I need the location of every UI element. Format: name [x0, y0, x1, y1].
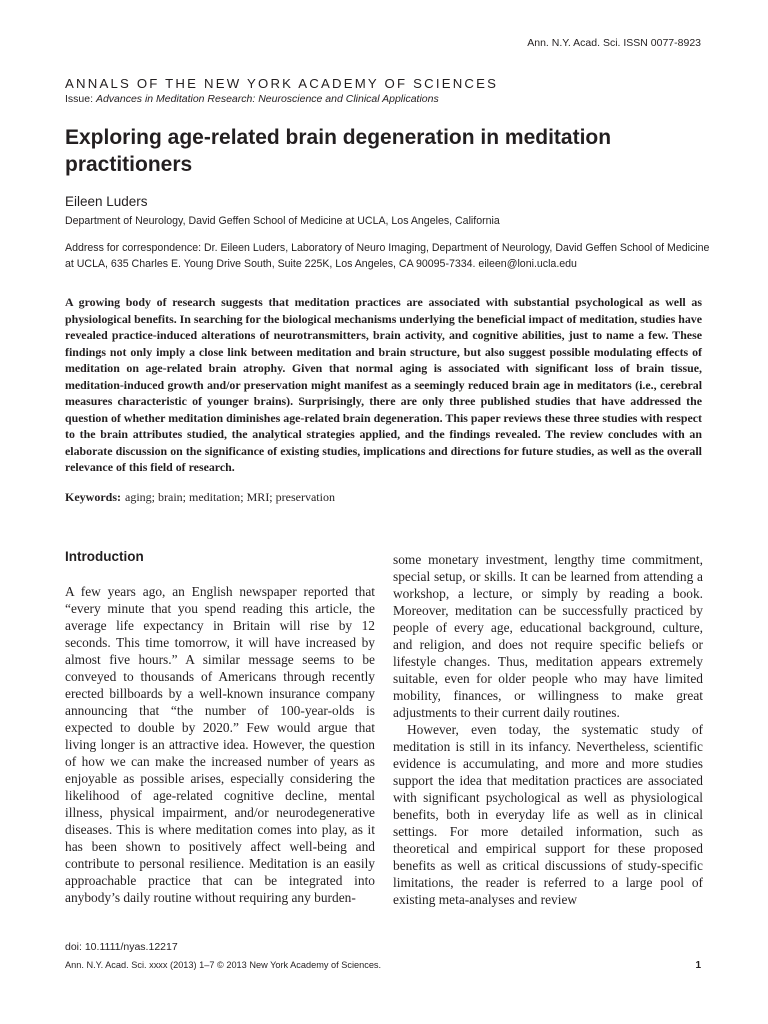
doi-line: doi: 10.1111/nyas.12217	[65, 941, 178, 953]
author-name: Eileen Luders	[65, 194, 148, 209]
issn-line: Ann. N.Y. Acad. Sci. ISSN 0077-8923	[527, 37, 701, 49]
citation-line: Ann. N.Y. Acad. Sci. xxxx (2013) 1–7 © 2013 New York Academy of Sciences.	[65, 960, 382, 970]
journal-name: ANNALS OF THE NEW YORK ACADEMY OF SCIENCES	[65, 76, 499, 91]
body-paragraph: some monetary investment, lengthy time commitment, special setup, or skills. It can be learned from attending a workshop, a lecture, or simply by reading a book. Moreover, meditation can be successfully practiced by people of every age, educational background, culture, and religion, and does not require specific beliefs or lifestyle changes. Thus, meditation appears extremely suitable, even for older people who may have limited mobility, finances, or willingness to make great adjustments to their current daily routines.	[393, 552, 703, 720]
keywords-label: Keywords:	[65, 490, 121, 504]
abstract: A growing body of research suggests that meditation practices are associated with substantial psychological as well as physiological benefits. In searching for the biological mechanisms underlying the beneficial impact of meditation, studies have revealed practice-induced alterations of neurotransmitters, brain activity, and cognitive abilities, just to name a few. These findings not only imply a close link between meditation and brain structure, but also suggest possible modulating effects of meditation on age-related brain atrophy. Given that normal aging is associated with significant loss of brain tissue, meditation-induced growth and/or preservation might manifest as a seemingly reduced brain age in meditators (i.e., cerebral measures characteristic of younger brains). Surprisingly, there are only three published studies that have addressed the question of whether meditation diminishes age-related brain degeneration. This paper reviews these three studies with respect to the brain attributes studied, the analytical strategies applied, and the findings revealed. The review concludes with an elaborate discussion on the significance of existing studies, implications and directions for future studies, as well as the overall relevance of this field of research.	[65, 295, 702, 474]
correspondence-address: Address for correspondence: Dr. Eileen Luders, Laboratory of Neuro Imaging, Department of Neurology, David Geffen School of Medicine at UCLA, 635 Charles E. Young Drive South, Suite 225K, Los Angeles, CA 90095-7334. eileen@loni.ucla.edu	[65, 242, 710, 270]
article-title: Exploring age-related brain degeneration in meditation practitioners	[65, 126, 612, 176]
section-heading-introduction: Introduction	[65, 549, 144, 564]
keywords	[65, 490, 335, 505]
issue-title: Advances in Meditation Research: Neuroscience and Clinical Applications	[95, 93, 439, 105]
keywords-list: aging; brain; meditation; MRI; preservation	[125, 490, 335, 504]
page-number: 1	[695, 960, 701, 971]
issue-label: Issue:	[65, 93, 94, 105]
body-paragraph: However, even today, the systematic study of meditation is still in its infancy. Nevertheless, scientific evidence is accumulating, and more and more studies support the idea that meditation practices are associated with significant psychological as well as physiological benefits, both in everyday life as well as in clinical settings. For more detailed information, such as theoretical and empirical support for these proposed benefits as well as critical discussions of study-specific limitations, the reader is referred to a large pool of existing meta-analyses and review	[393, 722, 703, 907]
body-column-right	[393, 551, 703, 908]
author-affiliation: Department of Neurology, David Geffen School of Medicine at UCLA, Los Angeles, California	[65, 215, 500, 227]
body-column-left: A few years ago, an English newspaper reported that “every minute that you spend reading this article, the average life expectancy in Britain will rise by 12 seconds. This time tomorrow, it will have increased by almost five hours.” A similar message seems to be conveyed to thousands of Americans through recently erected billboards by a well-known insurance company announcing that “the number of 100-year-olds is expected to double by 2020.” Few would argue that living longer is an attractive idea. However, the question of how we can make the increased number of years as enjoyable as possible arises, especially considering the likelihood of age-related cognitive decline, mental illness, physical impairment, and/or neurodegenerative diseases. This is where meditation comes into play, as it has been shown to positively affect well-being and contribute to personal resilience. Meditation is an easily approachable practice that can be integrated into anybody’s daily routine without requiring any burden-	[65, 584, 375, 905]
issue-line	[65, 93, 439, 105]
